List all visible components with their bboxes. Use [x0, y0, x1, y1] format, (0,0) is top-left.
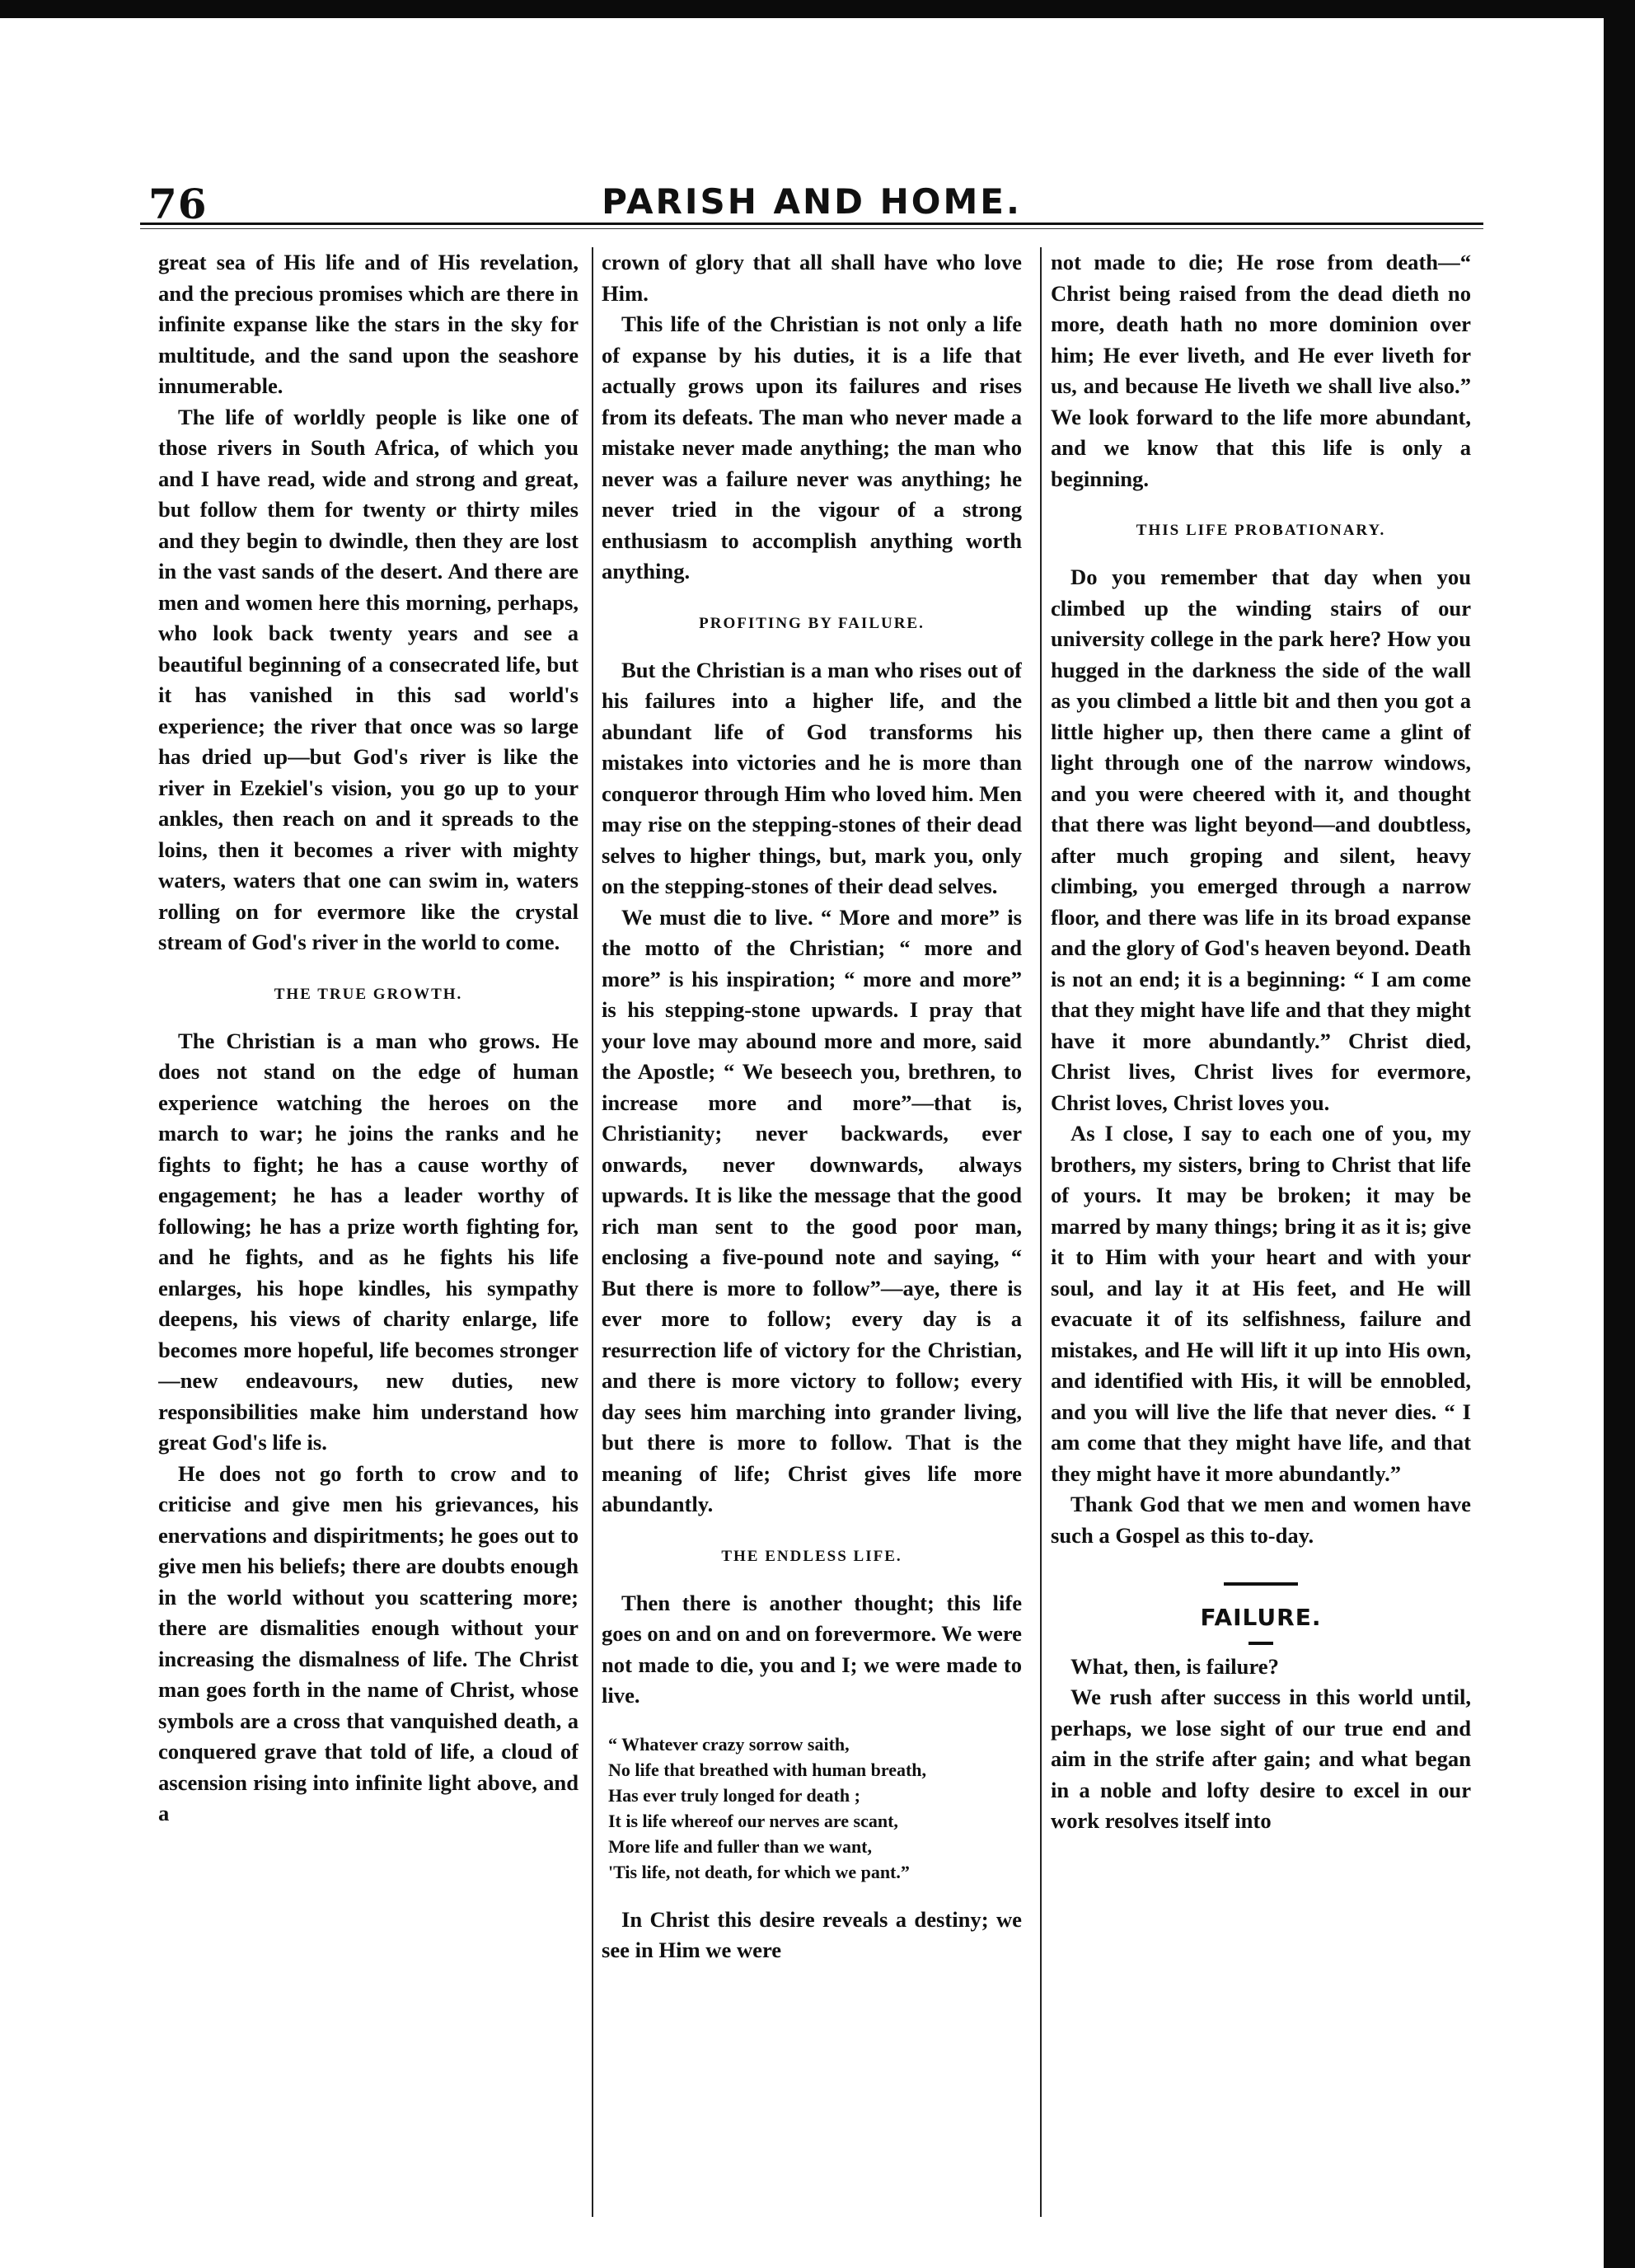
paragraph: Then there is another thought; this life goes on and on and on forevermore. We were not made to die, you and I; we were made to live.	[602, 1590, 1022, 1708]
paragraph: The life of worldly people is like one of those rivers in South Africa, of which you and I have read, wide and strong and great, but follow them for twenty or thirty miles and they begin to dwindle, then they are lost in the vast sands of the desert. And there are men and women here this morning, perhaps, who look back twenty years and see a beautiful beginning of a consecrated life, but it has vanished in this sad world's experience; the river that once was so large has dried up—but God's river is like the river in Ezekiel's vision, you go up to your ankles, then reach on and it spreads to the loins, then it becomes a river with mighty waters, waters that one can swim in, waters rolling on for evermore like the crystal stream of God's river in the world to come.	[158, 404, 579, 954]
paragraph: In Christ this desire reveals a destiny; we see in Him we were	[602, 1906, 1022, 1962]
poem-line: “ Whatever crazy sorrow saith,	[608, 1733, 850, 1755]
poem-line: 'Tis life, not death, for which we pant.”	[608, 1861, 910, 1882]
poem-line: More life and fuller than we want,	[608, 1835, 872, 1857]
poem-quote	[608, 1731, 1022, 1885]
scan-border-top	[0, 0, 1635, 18]
header-rule-thin	[140, 228, 1483, 229]
section-heading: THIS LIFE PROBATIONARY.	[1136, 522, 1386, 539]
paragraph: Thank God that we men and women have such a Gospel as this to-day.	[1051, 1492, 1471, 1548]
header-rule	[140, 223, 1483, 225]
column-left	[158, 247, 579, 2217]
magazine-page	[140, 173, 1483, 2217]
page-number: 76	[148, 180, 208, 228]
paragraph: But the Christian is a man who rises out of his failures into a higher life, and the abundant life of God transforms his mistakes into victories and he is more than conqueror through Him who loved him. Men may rise on the stepping-stones of their dead selves to higher things, but, mark you, only on the stepping-stones of their dead selves.	[602, 657, 1022, 898]
poem-line: Has ever truly longed for death ;	[608, 1784, 860, 1806]
paragraph: crown of glory that all shall have who love Him.	[602, 250, 1022, 306]
article-title: FAILURE.	[1200, 1604, 1322, 1631]
scan-border-right	[1604, 0, 1635, 2268]
section-heading: THE ENDLESS LIFE.	[721, 1547, 902, 1565]
poem-line: It is life whereof our nerves are scant,	[608, 1810, 898, 1831]
paragraph: We must die to live. “ More and more” is the motto of the Christian; “ more and more” is his inspiration; “ more and more” is his stepping-stone upwards. I pray that your love may abound more and more, said the Apostle; “ We beseech you, brethren, to increase more and more”—that is, Christianity; never backwards, ever onwards, never downwards, always upwards. It is like the message that the good rich man sent to the good poor man, enclosing a five-pound note and saying, “ But there is more to follow”—aye, there is ever more to follow; every day is a resurrection life of victory for the Christian, and there is more victory to follow; every day sees him marching into grander living, but there is more to follow. That is the meaning of life; Christ gives life more abundantly.	[602, 904, 1022, 1516]
paragraph: Do you remember that day when you climbed up the winding stairs of our university college in the park here? How you hugged in the darkness the side of the wall as you climbed a little bit and then you got a little higher up, then there came a glint of light through one of the narrow windows, and you were cheered with it, and thought that there was light beyond—and doubtless, after much groping and silent, heavy climbing, you emerged through a narrow floor, and there was life in its broad expanse and the glory of God's heaven beyond. Death is not an end; it is a beginning: “ I am come that they might have life and that they might have it more abundantly.” Christ died, Christ lives, Christ lives for evermore, Christ loves, Christ loves you.	[1051, 565, 1471, 1115]
section-heading: THE TRUE GROWTH.	[274, 985, 463, 1003]
paragraph: not made to die; He rose from death—“ Christ being raised from the dead dieth no more, death hath no more dominion over him; He ever liveth, and He ever liveth for us, and because He liveth we shall live also.” We look forward to the life more abundant, and we know that this life is only a beginning.	[1051, 250, 1471, 491]
text-columns	[140, 247, 1483, 2217]
paragraph: great sea of His life and of His revelation, and the precious promises which are there in infinite expanse like the stars in the sky for multitude, and the sand upon the seashore innumerable.	[158, 250, 579, 398]
column-middle	[602, 247, 1022, 2217]
section-heading: PROFITING BY FAILURE.	[699, 614, 925, 632]
running-title: PARISH AND HOME.	[602, 181, 1022, 222]
paragraph: As I close, I say to each one of you, my brothers, my sisters, bring to Christ that life of yours. It may be broken; it may be marred by many things; bring it as it is; give it to Him with your heart and with your soul, and lay it at His feet, and He will evacuate it of its selfishness, failure and mistakes, and He will lift it up into His own, and identified with His, it will be ennobled, and you will live the life that never dies. “ I am come that they might have life, and that they might have it more abundantly.”	[1051, 1121, 1471, 1486]
paragraph: We rush after success in this world until, perhaps, we lose sight of our true end and aim in the strife after gain; and what began in a noble and lofty desire to excel in our work resolves itself into	[1051, 1685, 1471, 1833]
title-divider	[1249, 1642, 1273, 1645]
paragraph: This life of the Christian is not only a life of expanse by his duties, it is a life that actually grows upon its failures and rises from its defeats. The man who never made a mistake never made anything; the man who never was a failure never was anything; he never tried in the vigour of a strong enthusiasm to accomplish anything worth anything.	[602, 312, 1022, 583]
section-divider	[1224, 1582, 1298, 1586]
column-rule	[1040, 247, 1042, 2217]
column-rule	[592, 247, 593, 2217]
paragraph: The Christian is a man who grows. He does not stand on the edge of human experience watching the heroes on the march to war; he joins the ranks and he fights to fight; he has a cause worthy of engagement; he has a leader worthy of following; he has a prize worth fighting for, and he fights, and as he fights his life enlarges, his hope kindles, his sympathy deepens, his views of charity enlarge, life becomes more hopeful, life becomes stronger—new endeavours, new duties, new responsibilities make him understand how great God's life is.	[158, 1028, 579, 1455]
page-header	[140, 173, 1483, 231]
column-right	[1051, 247, 1471, 2217]
paragraph: What, then, is failure?	[1070, 1653, 1279, 1679]
paragraph: He does not go forth to crow and to criticise and give men his grievances, his enervations and dispiritments; he goes out to give men his beliefs; there are doubts enough in the world without you scattering more; there are dismalities enough without your increasing the dismalness of life. The Christ man goes forth in the name of Christ, whose symbols are a cross that vanquished death, a conquered grave that told of life, a cloud of ascension rising into infinite light above, and a	[158, 1460, 579, 1825]
poem-line: No life that breathed with human breath,	[608, 1759, 927, 1780]
